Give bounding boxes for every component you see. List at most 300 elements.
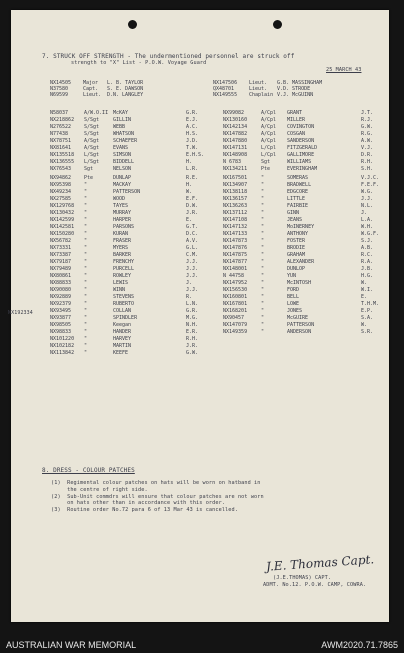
- service-number: NX147876: [223, 245, 248, 251]
- rank: ": [84, 259, 88, 265]
- officer-rank: Lieut.: [83, 92, 102, 99]
- surname: EDGCORE: [287, 189, 309, 195]
- surname: WINN: [113, 287, 126, 293]
- initials: W.I.: [361, 287, 374, 293]
- service-number: NX81641: [50, 145, 72, 151]
- surname: McINTOSH: [287, 280, 312, 286]
- rank: Sgt: [261, 159, 271, 165]
- rank: ": [84, 308, 88, 314]
- rank: ": [84, 217, 88, 223]
- initials: V.J.: [361, 145, 374, 151]
- surname: LITTLE: [287, 196, 306, 202]
- service-number: NX136157: [223, 196, 248, 202]
- officer-name: S. E. DAWSON: [107, 86, 144, 93]
- surname: RUBERTO: [113, 301, 135, 307]
- initials: R.A.: [361, 259, 374, 265]
- rank: ": [261, 245, 265, 251]
- rank: A/Sgt: [84, 138, 100, 144]
- service-number: NX80861: [50, 273, 72, 279]
- service-number: NX130432: [50, 210, 75, 216]
- initials: G.R.: [186, 308, 199, 314]
- officer-name: V.D. STRODE: [277, 86, 311, 93]
- initials: L.R.: [186, 166, 199, 172]
- surname: LEWIS: [113, 280, 129, 286]
- service-number: NX134907: [223, 182, 248, 188]
- rank: ": [261, 224, 265, 230]
- footer-accession-number: AWM2020.71.7865: [321, 640, 398, 650]
- service-number: NX147875: [223, 252, 248, 258]
- service-number: NX56782: [50, 238, 72, 244]
- rank: A/Cpl: [261, 124, 277, 130]
- surname: ALEXANDER: [287, 259, 315, 265]
- service-number: NX95398: [50, 182, 72, 188]
- service-number: NX93495: [50, 308, 72, 314]
- surname: EVERINGHAM: [287, 166, 318, 172]
- initials: H.: [186, 159, 193, 165]
- rank: Pte: [84, 175, 94, 181]
- surname: STEVENS: [113, 294, 135, 300]
- surname: JONES: [287, 308, 303, 314]
- service-number: NX101220: [50, 336, 75, 342]
- surname: HANDER: [113, 329, 132, 335]
- service-number: NX90457: [223, 315, 245, 321]
- initials: T.W.: [186, 145, 199, 151]
- service-number: NX156530: [223, 287, 248, 293]
- rank: ": [84, 294, 88, 300]
- surname: FRENCHY: [113, 259, 135, 265]
- rank: ": [261, 203, 265, 209]
- service-number: NX88833: [50, 280, 72, 286]
- surname: McGUIRE: [287, 315, 309, 321]
- surname: GILLIN: [113, 117, 132, 123]
- rank: ": [261, 280, 265, 286]
- initials: E.H.S.: [186, 152, 205, 158]
- officer-number: NX149555: [213, 92, 238, 99]
- service-number: N276522: [50, 124, 72, 130]
- service-number: NX149359: [223, 329, 248, 335]
- initials: G.W.: [186, 350, 199, 356]
- surname: GINN: [287, 210, 300, 216]
- rank: S/Sgt: [84, 117, 100, 123]
- initials: J.: [361, 210, 368, 216]
- initials: S.A.: [361, 315, 374, 321]
- surname: GRAHAM: [287, 252, 306, 258]
- initials: S.H.: [361, 166, 374, 172]
- rank: ": [84, 203, 88, 209]
- initials: D.W.: [186, 203, 199, 209]
- margin-note: NX192334: [8, 310, 33, 316]
- initials: A.V.: [186, 238, 199, 244]
- initials: E.J.: [186, 117, 199, 123]
- officer-number: NX14505: [50, 80, 72, 86]
- rank: A/Cpl: [261, 138, 277, 144]
- order-clause: (3) Routine order No.72 para 6 of 13 Mar 43 is cancelled.: [51, 507, 238, 514]
- initials: J.J.: [186, 259, 199, 265]
- footer-archive-name: AUSTRALIAN WAR MEMORIAL: [6, 640, 137, 650]
- rank: ": [261, 329, 265, 335]
- service-number: N 44758: [223, 273, 245, 279]
- rank: ": [261, 217, 265, 223]
- service-number: NX147880: [223, 138, 248, 144]
- service-number: NX79187: [50, 259, 72, 265]
- officer-rank: Major: [83, 80, 99, 86]
- handwritten-signature: J.E. Thomas Capt.: [265, 552, 375, 574]
- surname: MYERS: [113, 245, 129, 251]
- surname: MILLER: [287, 117, 306, 123]
- surname: GRANT: [287, 110, 303, 116]
- surname: FOSTER: [287, 238, 306, 244]
- service-number: NX148908: [223, 152, 248, 158]
- rank: ": [84, 350, 88, 356]
- rank: ": [261, 273, 265, 279]
- surname: BRODIE: [287, 245, 306, 251]
- rank: ": [261, 182, 265, 188]
- initials: G.T.: [186, 224, 199, 230]
- initials: A.W.: [361, 138, 374, 144]
- service-number: NX168201: [223, 308, 248, 314]
- initials: C.M.: [186, 252, 199, 258]
- order-clause: (2) Sub-Unit commdrs will ensure that colour patches are not worn: [51, 493, 264, 500]
- surname: HARVEY: [113, 336, 132, 342]
- surname: WILLIAMS: [287, 159, 312, 165]
- service-number: NX99082: [223, 110, 245, 116]
- rank: Sgt: [84, 166, 94, 172]
- surname: MACKAY: [113, 182, 132, 188]
- surname: ANTHONY: [287, 231, 309, 237]
- surname: Keegan: [113, 322, 132, 328]
- rank: A/W.O.II: [84, 110, 109, 116]
- surname: SIMSON: [113, 152, 132, 158]
- signature-title: ADMT. No.12. P.O.W. CAMP, COWRA.: [263, 582, 367, 588]
- initials: R.: [186, 294, 193, 300]
- rank: ": [84, 315, 88, 321]
- surname: KEEFE: [113, 350, 129, 356]
- initials: R.E.: [186, 175, 199, 181]
- rank: L/Cpl: [261, 152, 277, 158]
- rank: ": [84, 287, 88, 293]
- officer-name: G.B. MASSINGHAM: [277, 80, 323, 86]
- initials: W.G.F.: [361, 231, 380, 237]
- service-number: NX147131: [223, 145, 248, 151]
- initials: R.C.: [361, 252, 374, 258]
- rank: ": [261, 315, 265, 321]
- surname: SPINDLER: [113, 315, 138, 321]
- service-number: NX129768: [50, 203, 75, 209]
- initials: V.J.C.: [361, 175, 380, 181]
- rank: ": [261, 266, 265, 272]
- initials: F.E.F.: [361, 182, 380, 188]
- service-number: NX218862: [50, 117, 75, 123]
- initials: W.: [186, 189, 193, 195]
- service-number: NX142599: [50, 217, 75, 223]
- service-number: NX167501: [223, 175, 248, 181]
- surname: MARTIN: [113, 343, 132, 349]
- rank: A/Cpl: [261, 131, 277, 137]
- surname: SOMERAS: [287, 175, 309, 181]
- section7-subtitle: strength to "X" List - P.O.W. Voyage Guard: [71, 60, 207, 66]
- rank: ": [84, 301, 88, 307]
- rank: ": [261, 231, 265, 237]
- surname: MoINERNEY: [287, 224, 315, 230]
- surname: COLLAN: [113, 308, 132, 314]
- initials: R.H.: [186, 336, 199, 342]
- service-number: NX135518: [50, 152, 75, 158]
- initials: R.J.: [361, 117, 374, 123]
- surname: TAYES: [113, 203, 129, 209]
- surname: HARPER: [113, 217, 132, 223]
- service-number: NX138118: [223, 189, 248, 195]
- rank: A/Sgt: [84, 145, 100, 151]
- initials: D.C.: [186, 231, 199, 237]
- surname: PURCELL: [113, 266, 135, 272]
- surname: PATTERSON: [113, 189, 141, 195]
- rank: ": [84, 273, 88, 279]
- rank: ": [84, 189, 88, 195]
- initials: E.: [186, 217, 193, 223]
- service-number: NX137112: [223, 210, 248, 216]
- section7-title: 7. STRUCK OFF STRENGTH - The undermentioned personnel are struck off: [42, 53, 295, 60]
- initials: E.: [361, 294, 368, 300]
- surname: FAIRBIE: [287, 203, 309, 209]
- initials: N.H.: [186, 322, 199, 328]
- initials: T.H.M.: [361, 301, 380, 307]
- service-number: NX94862: [50, 175, 72, 181]
- service-number: NX142581: [50, 224, 75, 230]
- initials: L.N.: [186, 301, 199, 307]
- surname: BRADWELL: [287, 182, 312, 188]
- officer-rank: Capt.: [83, 86, 99, 93]
- surname: PARSONS: [113, 224, 135, 230]
- service-number: NX147952: [223, 280, 248, 286]
- initials: J.J.: [186, 273, 199, 279]
- surname: WEBB: [113, 124, 126, 130]
- rank: ": [261, 210, 265, 216]
- service-number: NX147079: [223, 322, 248, 328]
- initials: R.G.: [361, 131, 374, 137]
- officer-number: QX48701: [213, 86, 235, 93]
- officer-name: L. B. TAYLOR: [107, 80, 144, 86]
- document-sheet: [8, 10, 389, 622]
- initials: J.D.: [186, 138, 199, 144]
- initials: W.H.: [361, 224, 374, 230]
- service-number: NX93877: [50, 315, 72, 321]
- initials: W.G.: [361, 189, 374, 195]
- surname: SCHAEFER: [113, 138, 138, 144]
- rank: ": [261, 175, 265, 181]
- service-number: NX147882: [223, 131, 248, 137]
- surname: WOOD: [113, 196, 126, 202]
- service-number: NX73331: [50, 245, 72, 251]
- punch-hole-left: [128, 20, 137, 29]
- initials: G.L.: [186, 245, 199, 251]
- surname: GALLIMORE: [287, 152, 315, 158]
- rank: ": [261, 308, 265, 314]
- punch-hole-right: [273, 20, 282, 29]
- surname: FORD: [287, 287, 300, 293]
- surname: DUNLAP: [113, 175, 132, 181]
- surname: PATTERSON: [287, 322, 315, 328]
- service-number: NX147133: [223, 231, 248, 237]
- surname: DUNLOP: [287, 266, 306, 272]
- order-date: 25 MARCH 43: [326, 67, 362, 73]
- rank: ": [261, 287, 265, 293]
- initials: M.G.: [186, 315, 199, 321]
- service-number: N58037: [50, 110, 69, 116]
- initials: H.: [186, 182, 193, 188]
- rank: ": [84, 266, 88, 272]
- initials: H.S.: [186, 131, 199, 137]
- rank: L/Sgt: [84, 159, 100, 165]
- rank: ": [261, 196, 265, 202]
- initials: D.R.: [361, 152, 374, 158]
- service-number: NX160801: [223, 294, 248, 300]
- order-clause: (1) Regimental colour patches on hats will be worn on hatband in: [51, 480, 261, 486]
- rank: ": [84, 336, 88, 342]
- rank: S/Sgt: [84, 124, 100, 130]
- service-number: NX73387: [50, 252, 72, 258]
- rank: L/Sgt: [84, 152, 100, 158]
- initials: W.: [361, 322, 368, 328]
- service-number: NX147873: [223, 238, 248, 244]
- officer-number: N69599: [50, 92, 69, 99]
- signature-name: (J.E.THOMAS) CAPT.: [273, 575, 332, 581]
- initials: N.L.: [361, 203, 374, 209]
- surname: SANDERSON: [287, 138, 315, 144]
- rank: ": [84, 280, 88, 286]
- officer-name: D.N. LANGLEY: [107, 92, 144, 99]
- surname: KURAN: [113, 231, 129, 237]
- service-number: NX27585: [50, 196, 72, 202]
- initials: J.J.: [186, 287, 199, 293]
- initials: J.J.: [361, 196, 374, 202]
- initials: J.: [186, 280, 193, 286]
- initials: J.R.: [186, 343, 199, 349]
- initials: A.B.: [361, 245, 374, 251]
- officer-number: NX147506: [213, 80, 238, 86]
- service-number: NX142134: [223, 124, 248, 130]
- surname: ROWLEY: [113, 273, 132, 279]
- initials: G.W.: [361, 124, 374, 130]
- order-clause: on hats other than in accordance with this order.: [51, 500, 226, 507]
- surname: COVINGTON: [287, 124, 315, 130]
- surname: FITZGERALD: [287, 145, 318, 151]
- initials: E.F.: [186, 196, 199, 202]
- rank: ": [261, 238, 265, 244]
- service-number: NX147877: [223, 259, 248, 265]
- rank: ": [84, 245, 88, 251]
- service-number: NX92379: [50, 301, 72, 307]
- surname: BELL: [287, 294, 300, 300]
- service-number: NX130160: [223, 117, 248, 123]
- officer-rank: Chaplain: [249, 92, 274, 99]
- rank: ": [261, 301, 265, 307]
- initials: J.T.: [361, 110, 374, 116]
- rank: L/Cpl: [261, 145, 277, 151]
- rank: ": [261, 322, 265, 328]
- service-number: NX148001: [223, 266, 248, 272]
- surname: YUN: [287, 273, 297, 279]
- surname: NELSON: [113, 166, 132, 172]
- initials: H.G.: [361, 273, 374, 279]
- rank: ": [84, 224, 88, 230]
- initials: S.J.: [361, 238, 374, 244]
- rank: A/Cpl: [261, 117, 277, 123]
- service-number: NX98505: [50, 322, 72, 328]
- surname: McKAY: [113, 110, 129, 116]
- surname: MURRAY: [113, 210, 132, 216]
- initials: E.R.: [186, 329, 199, 335]
- service-number: NX167801: [223, 301, 248, 307]
- order-clause: the centre of right side.: [51, 486, 148, 493]
- service-number: NX150280: [50, 231, 75, 237]
- service-number: NX49234: [50, 189, 72, 195]
- surname: BIDDELL: [113, 159, 135, 165]
- initials: J.B.: [361, 266, 374, 272]
- service-number: NX78751: [50, 138, 72, 144]
- surname: JEANS: [287, 217, 303, 223]
- service-number: NX92889: [50, 294, 72, 300]
- rank: ": [261, 189, 265, 195]
- surname: BARKER: [113, 252, 132, 258]
- officer-rank: Lieut.: [249, 80, 268, 86]
- surname: EVANS: [113, 145, 129, 151]
- initials: A.C.: [186, 124, 199, 130]
- initials: L.A.: [361, 217, 374, 223]
- initials: W.: [361, 280, 368, 286]
- initials: R.H.: [361, 159, 374, 165]
- service-number: NX90080: [50, 287, 72, 293]
- service-number: N77438: [50, 131, 69, 137]
- initials: E.P.: [361, 308, 374, 314]
- service-number: N 6783: [223, 159, 242, 165]
- service-number: NX98833: [50, 329, 72, 335]
- service-number: NX79489: [50, 266, 72, 272]
- officer-number: N37580: [50, 86, 69, 93]
- surname: FRASER: [113, 238, 132, 244]
- initials: J.R.: [186, 210, 199, 216]
- officer-rank: Lieut.: [249, 86, 268, 93]
- service-number: NX147132: [223, 224, 248, 230]
- rank: ": [84, 322, 88, 328]
- rank: ": [84, 329, 88, 335]
- surname: WHATSON: [113, 131, 135, 137]
- rank: ": [84, 210, 88, 216]
- rank: ": [261, 259, 265, 265]
- rank: ": [84, 196, 88, 202]
- rank: A/Cpl: [261, 110, 277, 116]
- initials: G.R.: [186, 110, 199, 116]
- rank: ": [84, 182, 88, 188]
- officer-name: V.J. McGUINN: [277, 92, 314, 99]
- initials: S.R.: [361, 329, 374, 335]
- service-number: NX147108: [223, 217, 248, 223]
- service-number: NX113842: [50, 350, 75, 356]
- rank: S/Sgt: [84, 131, 100, 137]
- rank: ": [261, 252, 265, 258]
- surname: COSGAN: [287, 131, 306, 137]
- rank: ": [84, 252, 88, 258]
- surname: ANDERSON: [287, 329, 312, 335]
- service-number: NX102182: [50, 343, 75, 349]
- service-number: NX76543: [50, 166, 72, 172]
- service-number: NX136555: [50, 159, 75, 165]
- initials: J.J.: [186, 266, 199, 272]
- rank: ": [261, 294, 265, 300]
- rank: ": [84, 238, 88, 244]
- service-number: NX136263: [223, 203, 248, 209]
- rank: ": [84, 231, 88, 237]
- service-number: NX134211: [223, 166, 248, 172]
